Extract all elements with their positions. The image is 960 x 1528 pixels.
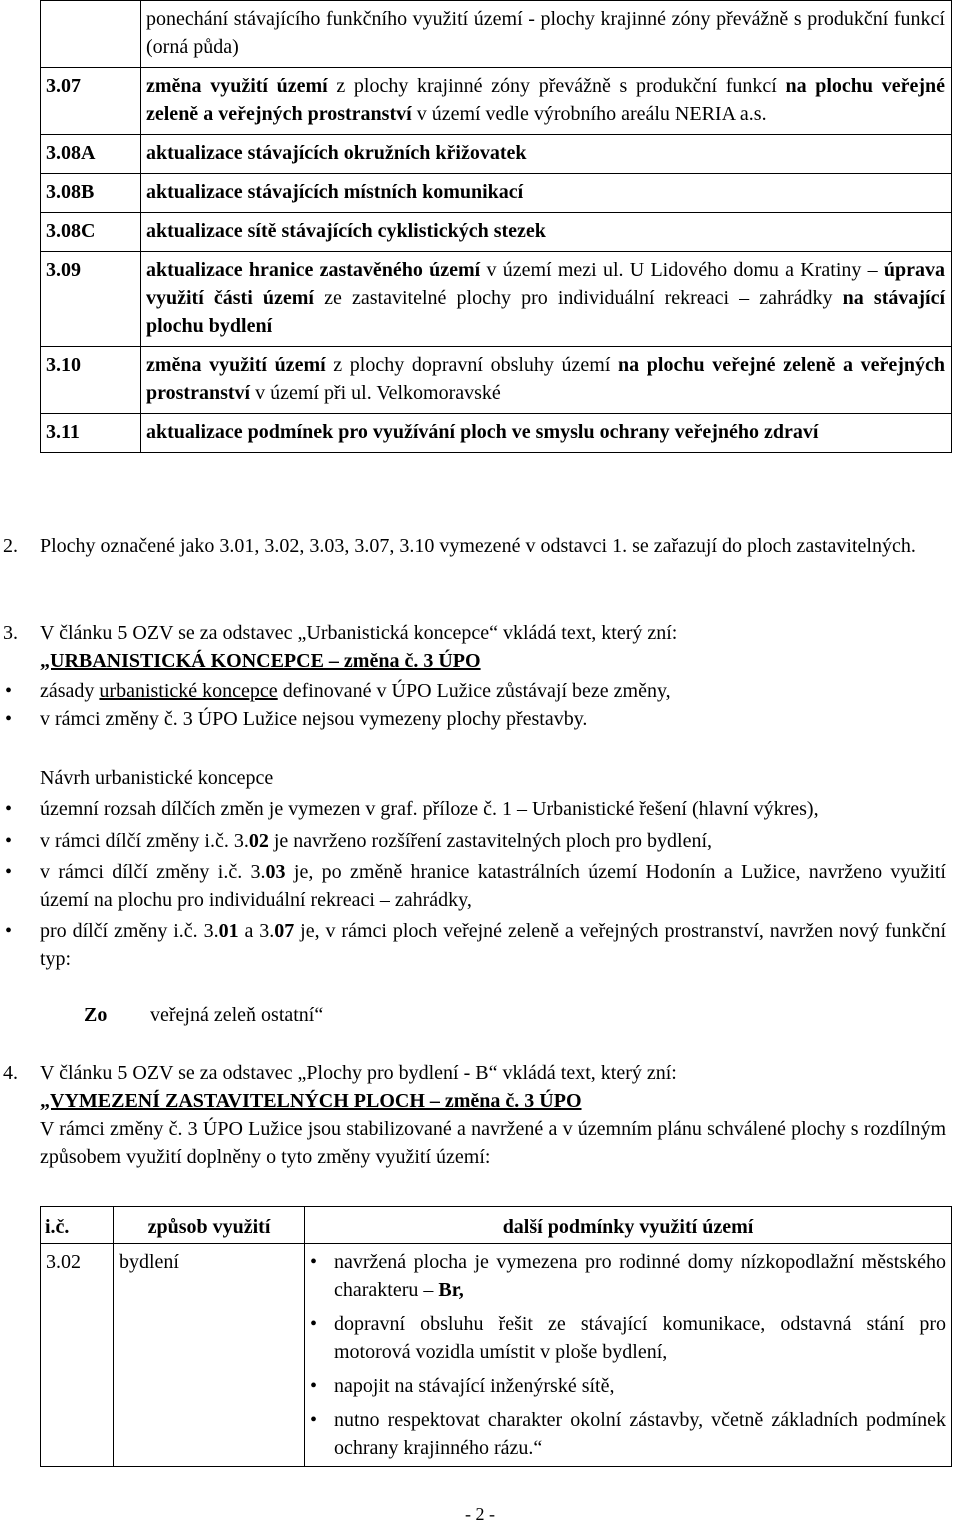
row-code: 3.10	[41, 347, 141, 414]
table-row	[41, 252, 952, 347]
column-header: i.č.	[41, 1207, 114, 1244]
row-code: 3.08B	[41, 174, 141, 213]
list-item: • v rámci dílčí změny i.č. 3.03 je, po změně hranice katastrálních území Hodonín a Lužice, navrženo využití území na plochu pro individuální rekreaci – zahrádky,	[0, 858, 946, 914]
row-use: bydlení	[114, 1244, 305, 1467]
table-row	[41, 347, 952, 414]
row-text: aktualizace hranice zastavěného území v území mezi ul. U Lidového domu a Kratiny – úprava využití části území ze zastavitelné plochy pro individuální rekreaci – zahrádky na stávající plochu bydlení	[141, 252, 952, 347]
list-item: • dopravní obsluhu řešit ze stávající komunikace, odstavná stání pro motorová vozidla umístit v ploše bydlení,	[310, 1310, 946, 1366]
list-item: • napojit na stávající inženýrské sítě,	[310, 1372, 946, 1400]
table-row	[41, 1244, 952, 1467]
row-text: ponechání stávajícího funkčního využití území - plochy krajinné zóny převážně s produkční funkcí (orná půda)	[141, 1, 952, 68]
table-row	[41, 213, 952, 252]
bullet-icon: •	[5, 680, 13, 702]
list-item: • v rámci dílčí změny i.č. 3.02 je navrženo rozšíření zastavitelných ploch pro bydlení,	[0, 827, 946, 855]
column-header: způsob využití	[114, 1207, 305, 1244]
row-conditions	[305, 1244, 952, 1467]
list-item: • pro dílčí změny i.č. 3.01 a 3.07 je, v rámci ploch veřejné zeleně a veřejných prostranství, navržen nový funkční typ:	[0, 917, 946, 973]
paragraph-text: V rámci změny č. 3 ÚPO Lužice jsou stabilizované a navržené a v územním plánu schválené plochy s rozdílným způsobem využití doplněny o tyto změny využití území:	[40, 1118, 946, 1168]
paragraph-number: 3.	[3, 622, 18, 644]
paragraph-body	[40, 619, 946, 675]
row-text: aktualizace stávajících místních komunikací	[141, 174, 952, 213]
list-item: • navržená plocha je vymezena pro rodinné domy nízkopodlažní městského charakteru – Br,	[310, 1248, 946, 1304]
bullet-icon: •	[5, 798, 13, 820]
row-code: 3.08C	[41, 213, 141, 252]
bullet-icon: •	[5, 708, 13, 730]
bullet-icon: •	[310, 1375, 318, 1397]
row-code: 3.11	[41, 414, 141, 453]
row-text: změna využití území z plochy dopravní obsluhy území na plochu veřejné zeleně a veřejných prostranství v území při ul. Velkomoravské	[141, 347, 952, 414]
conditions-table	[40, 1206, 952, 1467]
bullet-icon: •	[5, 861, 13, 883]
bullet-icon: •	[310, 1313, 318, 1335]
subsection-heading: Návrh urbanistické koncepce	[40, 767, 274, 789]
page-number: - 2 -	[465, 1504, 495, 1524]
function-text: veřejná zeleň ostatní“	[150, 1004, 324, 1026]
row-text: aktualizace stávajících okružních křižovatek	[141, 135, 952, 174]
row-code: 3.07	[41, 68, 141, 135]
table-row	[41, 1, 952, 68]
section-heading: „URBANISTICKÁ KONCEPCE – změna č. 3 ÚPO	[40, 650, 481, 672]
paragraph-text: Plochy označené jako 3.01, 3.02, 3.03, 3.07, 3.10 vymezené v odstavci 1. se zařazují do ploch zastavitelných.	[40, 535, 916, 557]
table-header-row	[41, 1207, 952, 1244]
paragraph-intro: V článku 5 OZV se za odstavec „Plochy pro bydlení - B“ vkládá text, který zní:	[40, 1062, 677, 1084]
list-item: • v rámci změny č. 3 ÚPO Lužice nejsou vymezeny plochy přestavby.	[0, 705, 946, 733]
table-row	[41, 174, 952, 213]
changes-table	[40, 0, 952, 453]
paragraph-number: 4.	[3, 1062, 18, 1084]
row-text: aktualizace sítě stávajících cyklistických stezek	[141, 213, 952, 252]
paragraph-intro: V článku 5 OZV se za odstavec „Urbanistická koncepce“ vkládá text, který zní:	[40, 622, 678, 644]
row-text: aktualizace podmínek pro využívání ploch ve smyslu ochrany veřejného zdraví	[141, 414, 952, 453]
row-text: změna využití území z plochy krajinné zóny převážně s produkční funkcí na plochu veřejné zeleně a veřejných prostranství v území vedle výrobního areálu NERIA a.s.	[141, 68, 952, 135]
list-item: • územní rozsah dílčích změn je vymezen v graf. příloze č. 1 – Urbanistické řešení (hlavní výkres),	[0, 795, 946, 823]
bullet-icon: •	[310, 1251, 318, 1273]
section-heading: „VYMEZENÍ ZASTAVITELNÝCH PLOCH – změna č. 3 ÚPO	[40, 1090, 582, 1112]
row-code: 3.08A	[41, 135, 141, 174]
table-row	[41, 414, 952, 453]
row-code: 3.09	[41, 252, 141, 347]
row-code: 3.02	[41, 1244, 114, 1467]
paragraph-body	[40, 1059, 946, 1171]
table-row	[41, 135, 952, 174]
list-item: • nutno respektovat charakter okolní zástavby, včetně základních podmínek ochrany krajinného rázu.“	[310, 1406, 946, 1462]
function-code: Zo	[84, 1004, 108, 1026]
column-header: další podmínky využití území	[305, 1207, 952, 1244]
bullet-icon: •	[310, 1409, 318, 1431]
table-row	[41, 68, 952, 135]
bullet-icon: •	[5, 920, 13, 942]
paragraph-number: 2.	[3, 535, 18, 557]
bullet-icon: •	[5, 830, 13, 852]
list-item: • zásady urbanistické koncepce definované v ÚPO Lužice zůstávají beze změny,	[0, 677, 946, 705]
row-code-empty	[41, 1, 141, 68]
